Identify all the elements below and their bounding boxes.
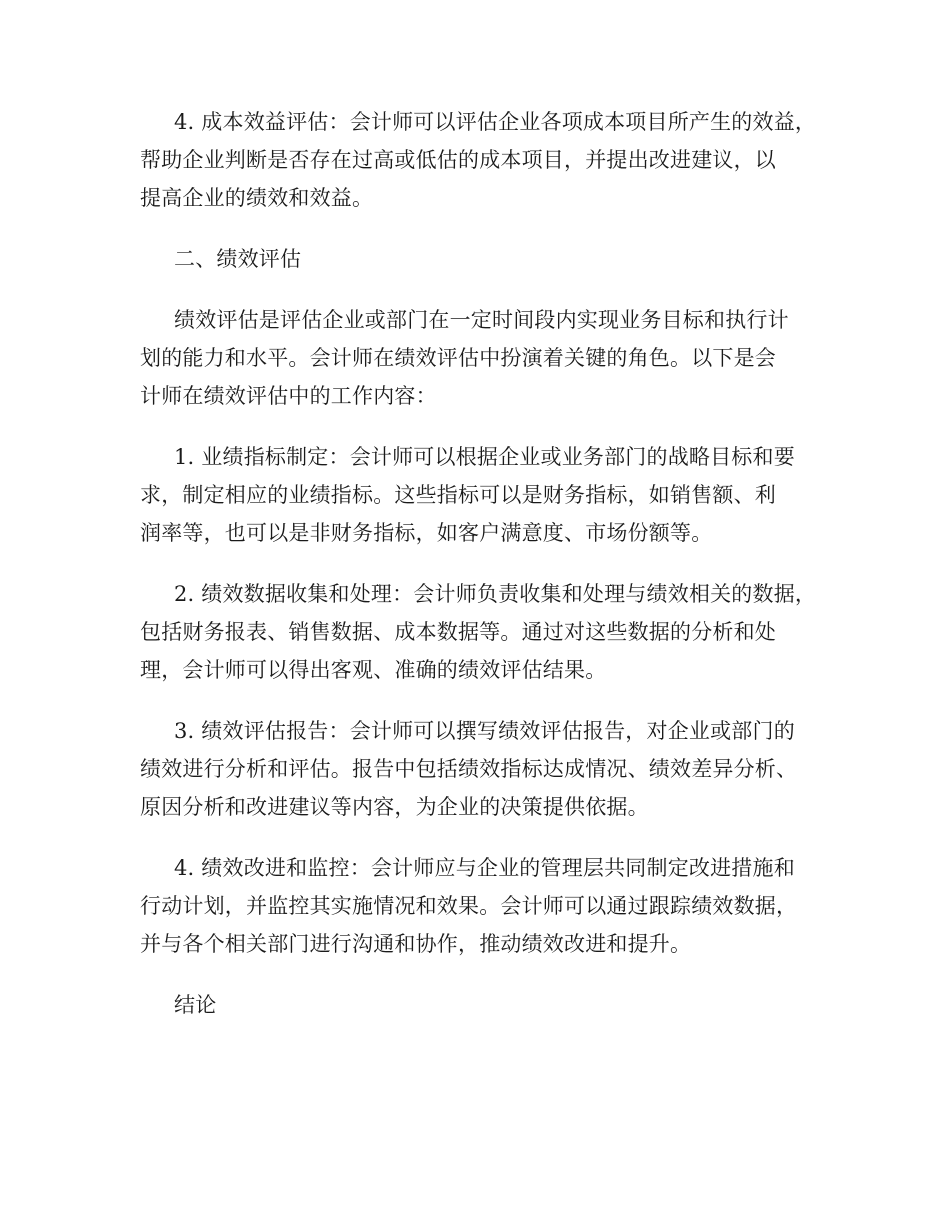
text-line: 2. 绩效数据收集和处理：会计师负责收集和处理与绩效相关的数据， <box>174 582 817 606</box>
section-heading-performance <box>140 240 830 278</box>
text-line: 1. 业绩指标制定：会计师可以根据企业或业务部门的战略目标和要 <box>174 445 795 469</box>
text-line: 求，制定相应的业绩指标。这些指标可以是财务指标，如销售额、利 <box>140 483 776 507</box>
text-line: 提高企业的绩效和效益。 <box>140 186 374 210</box>
section-heading-text: 二、绩效评估 <box>174 247 302 271</box>
paragraph-item-4 <box>140 849 830 963</box>
text-line: 帮助企业判断是否存在过高或低估的成本项目，并提出改进建议，以 <box>140 148 776 172</box>
paragraph-item-3 <box>140 712 830 826</box>
text-line: 4. 成本效益评估：会计师可以评估企业各项成本项目所产生的效益， <box>174 110 817 134</box>
text-line: 并与各个相关部门进行沟通和协作，推动绩效改进和提升。 <box>140 932 692 956</box>
text-line: 行动计划，并监控其实施情况和效果。会计师可以通过跟踪绩效数据， <box>140 894 798 918</box>
text-line: 理，会计师可以得出客观、准确的绩效评估结果。 <box>140 658 607 682</box>
document-body <box>140 103 830 1047</box>
text-line: 计师在绩效评估中的工作内容： <box>140 384 437 408</box>
text-line: 润率等，也可以是非财务指标，如客户满意度、市场份额等。 <box>140 521 713 545</box>
paragraph-performance-intro <box>140 301 830 415</box>
text-line: 绩效评估是评估企业或部门在一定时间段内实现业务目标和执行计 <box>174 308 789 332</box>
paragraph-cost-benefit <box>140 103 830 217</box>
text-line: 3. 绩效评估报告：会计师可以撰写绩效评估报告，对企业或部门的 <box>174 719 795 743</box>
paragraph-item-2 <box>140 575 830 689</box>
text-line: 包括财务报表、销售数据、成本数据等。通过对这些数据的分析和处 <box>140 620 776 644</box>
section-heading-conclusion <box>140 986 830 1024</box>
text-line: 4. 绩效改进和监控：会计师应与企业的管理层共同制定改进措施和 <box>174 856 795 880</box>
paragraph-item-1 <box>140 438 830 552</box>
text-line: 原因分析和改进建议等内容，为企业的决策提供依据。 <box>140 795 649 819</box>
text-line: 绩效进行分析和评估。报告中包括绩效指标达成情况、绩效差异分析、 <box>140 757 798 781</box>
section-heading-text: 结论 <box>174 993 217 1017</box>
text-line: 划的能力和水平。会计师在绩效评估中扮演着关键的角色。以下是会 <box>140 346 776 370</box>
